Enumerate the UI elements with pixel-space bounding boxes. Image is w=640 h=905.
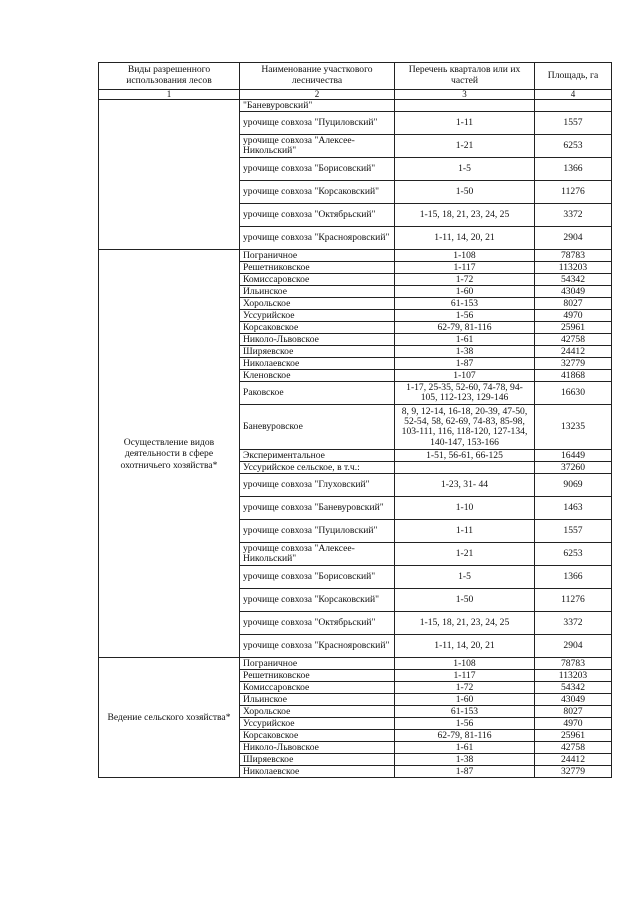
area-cell: 54342 [535, 274, 612, 286]
quarters-cell: 1-108 [395, 250, 535, 262]
table-row [99, 658, 612, 670]
area-cell: 16630 [535, 382, 612, 405]
forestry-name-cell: Уссурийское сельское, в т.ч.: [240, 462, 395, 474]
area-cell: 3372 [535, 612, 612, 635]
quarters-cell: 1-107 [395, 370, 535, 382]
column-number: 1 [99, 90, 240, 100]
forestry-name-cell: Ширяевское [240, 346, 395, 358]
forestry-name-cell: урочище совхоза "Корсаковский" [240, 589, 395, 612]
use-type-cell: Ведение сельского хозяйства* [99, 658, 240, 778]
area-cell: 37260 [535, 462, 612, 474]
forest-use-table [98, 62, 612, 778]
area-cell: 24412 [535, 346, 612, 358]
area-cell: 1366 [535, 158, 612, 181]
quarters-cell: 1-56 [395, 310, 535, 322]
area-cell: 8027 [535, 706, 612, 718]
quarters-cell: 1-61 [395, 334, 535, 346]
area-cell: 4970 [535, 718, 612, 730]
quarters-cell: 1-10 [395, 497, 535, 520]
area-cell: 6253 [535, 135, 612, 158]
area-cell: 1463 [535, 497, 612, 520]
quarters-cell: 1-50 [395, 181, 535, 204]
area-cell: 25961 [535, 322, 612, 334]
area-cell: 1366 [535, 566, 612, 589]
quarters-cell: 1-51, 56-61, 66-125 [395, 450, 535, 462]
area-cell: 2904 [535, 635, 612, 658]
header-use-type: Виды разрешенного использования лесов [99, 63, 240, 90]
area-cell: 42758 [535, 742, 612, 754]
quarters-cell: 1-15, 18, 21, 23, 24, 25 [395, 612, 535, 635]
quarters-cell: 1-11, 14, 20, 21 [395, 227, 535, 250]
forestry-name-cell: урочище совхоза "Пуциловский" [240, 520, 395, 543]
area-cell: 6253 [535, 543, 612, 566]
quarters-cell: 1-87 [395, 766, 535, 778]
quarters-cell [395, 100, 535, 112]
quarters-cell: 1-17, 25-35, 52-60, 74-78, 94-105, 112-123, 129-146 [395, 382, 535, 405]
area-cell: 78783 [535, 250, 612, 262]
forestry-name-cell: урочище совхоза "Октябрьский" [240, 204, 395, 227]
area-cell: 9069 [535, 474, 612, 497]
area-cell: 32779 [535, 766, 612, 778]
area-cell: 32779 [535, 358, 612, 370]
forestry-name-cell: Уссурийское [240, 718, 395, 730]
area-cell: 113203 [535, 262, 612, 274]
quarters-cell: 1-11, 14, 20, 21 [395, 635, 535, 658]
quarters-cell: 1-38 [395, 346, 535, 358]
forestry-name-cell: Корсаковское [240, 322, 395, 334]
area-cell: 16449 [535, 450, 612, 462]
forestry-name-cell: Баневуровское [240, 405, 395, 450]
quarters-cell: 62-79, 81-116 [395, 322, 535, 334]
area-cell: 1557 [535, 520, 612, 543]
use-type-cell: Осуществление видов деятельности в сфере охотничьего хозяйства* [99, 250, 240, 658]
area-cell: 8027 [535, 298, 612, 310]
quarters-cell: 1-72 [395, 274, 535, 286]
area-cell: 3372 [535, 204, 612, 227]
area-cell [535, 100, 612, 112]
area-cell: 42758 [535, 334, 612, 346]
table-row [99, 100, 612, 112]
quarters-cell: 1-11 [395, 520, 535, 543]
forestry-name-cell: Решетниковское [240, 670, 395, 682]
forestry-name-cell: Николо-Львовское [240, 334, 395, 346]
area-cell: 2904 [535, 227, 612, 250]
forestry-name-cell: урочище совхоза "Пуциловский" [240, 112, 395, 135]
forestry-name-cell: урочище совхоза "Глуховский" [240, 474, 395, 497]
forestry-name-cell: "Баневуровский" [240, 100, 395, 112]
forestry-name-cell: урочище совхоза "Октябрьский" [240, 612, 395, 635]
area-cell: 43049 [535, 286, 612, 298]
quarters-cell: 1-117 [395, 262, 535, 274]
quarters-cell: 1-108 [395, 658, 535, 670]
quarters-cell: 1-56 [395, 718, 535, 730]
quarters-cell: 1-21 [395, 135, 535, 158]
quarters-cell: 1-11 [395, 112, 535, 135]
area-cell: 11276 [535, 181, 612, 204]
quarters-cell: 61-153 [395, 298, 535, 310]
forestry-name-cell: Николо-Львовское [240, 742, 395, 754]
quarters-cell: 1-72 [395, 682, 535, 694]
forestry-name-cell: Решетниковское [240, 262, 395, 274]
header-quarters: Перечень кварталов или их частей [395, 63, 535, 90]
header-forestry-name: Наименование участкового лесничества [240, 63, 395, 90]
column-number: 3 [395, 90, 535, 100]
forestry-name-cell: урочище совхоза "Алексее-Никольский" [240, 543, 395, 566]
forestry-name-cell: Ильинское [240, 286, 395, 298]
quarters-cell: 62-79, 81-116 [395, 730, 535, 742]
quarters-cell: 1-5 [395, 566, 535, 589]
quarters-cell: 1-87 [395, 358, 535, 370]
quarters-cell: 1-21 [395, 543, 535, 566]
forestry-name-cell: Хорольское [240, 298, 395, 310]
area-cell: 25961 [535, 730, 612, 742]
quarters-cell: 1-38 [395, 754, 535, 766]
area-cell: 41868 [535, 370, 612, 382]
quarters-cell: 1-60 [395, 694, 535, 706]
area-cell: 4970 [535, 310, 612, 322]
forestry-name-cell: Хорольское [240, 706, 395, 718]
area-cell: 24412 [535, 754, 612, 766]
header-row [99, 63, 612, 90]
table-row [99, 250, 612, 262]
forestry-name-cell: Пограничное [240, 250, 395, 262]
forestry-name-cell: урочище совхоза "Краснояровский" [240, 635, 395, 658]
forestry-name-cell: Пограничное [240, 658, 395, 670]
forestry-name-cell: урочище совхоза "Баневуровский" [240, 497, 395, 520]
column-number: 4 [535, 90, 612, 100]
forestry-name-cell: Комиссаровское [240, 274, 395, 286]
forestry-name-cell: Раковское [240, 382, 395, 405]
forestry-name-cell: урочище совхоза "Борисовский" [240, 566, 395, 589]
forestry-name-cell: урочище совхоза "Корсаковский" [240, 181, 395, 204]
quarters-cell: 1-117 [395, 670, 535, 682]
forestry-name-cell: Корсаковское [240, 730, 395, 742]
quarters-cell: 1-50 [395, 589, 535, 612]
forestry-name-cell: урочище совхоза "Алексее-Никольский" [240, 135, 395, 158]
forestry-name-cell: Комиссаровское [240, 682, 395, 694]
area-cell: 1557 [535, 112, 612, 135]
area-cell: 113203 [535, 670, 612, 682]
forestry-name-cell: урочище совхоза "Краснояровский" [240, 227, 395, 250]
quarters-cell: 1-15, 18, 21, 23, 24, 25 [395, 204, 535, 227]
area-cell: 11276 [535, 589, 612, 612]
area-cell: 54342 [535, 682, 612, 694]
quarters-cell: 1-61 [395, 742, 535, 754]
area-cell: 13235 [535, 405, 612, 450]
forestry-name-cell: Кленовское [240, 370, 395, 382]
area-cell: 43049 [535, 694, 612, 706]
quarters-cell: 8, 9, 12-14, 16-18, 20-39, 47-50, 52-54, 58, 62-69, 74-83, 85-98, 103-111, 116, 118-120, 127-134, 140-147, 153-166 [395, 405, 535, 450]
column-number: 2 [240, 90, 395, 100]
use-type-cell [99, 100, 240, 250]
header-area: Площадь, га [535, 63, 612, 90]
forestry-name-cell: урочище совхоза "Борисовский" [240, 158, 395, 181]
forestry-name-cell: Экспериментальное [240, 450, 395, 462]
quarters-cell: 1-5 [395, 158, 535, 181]
quarters-cell: 61-153 [395, 706, 535, 718]
column-number-row [99, 90, 612, 100]
forestry-name-cell: Ильинское [240, 694, 395, 706]
quarters-cell: 1-23, 31- 44 [395, 474, 535, 497]
quarters-cell [395, 462, 535, 474]
area-cell: 78783 [535, 658, 612, 670]
quarters-cell: 1-60 [395, 286, 535, 298]
forestry-name-cell: Ширяевское [240, 754, 395, 766]
table-body [99, 100, 612, 778]
forestry-name-cell: Николаевское [240, 766, 395, 778]
forestry-name-cell: Николаевское [240, 358, 395, 370]
forestry-name-cell: Уссурийское [240, 310, 395, 322]
